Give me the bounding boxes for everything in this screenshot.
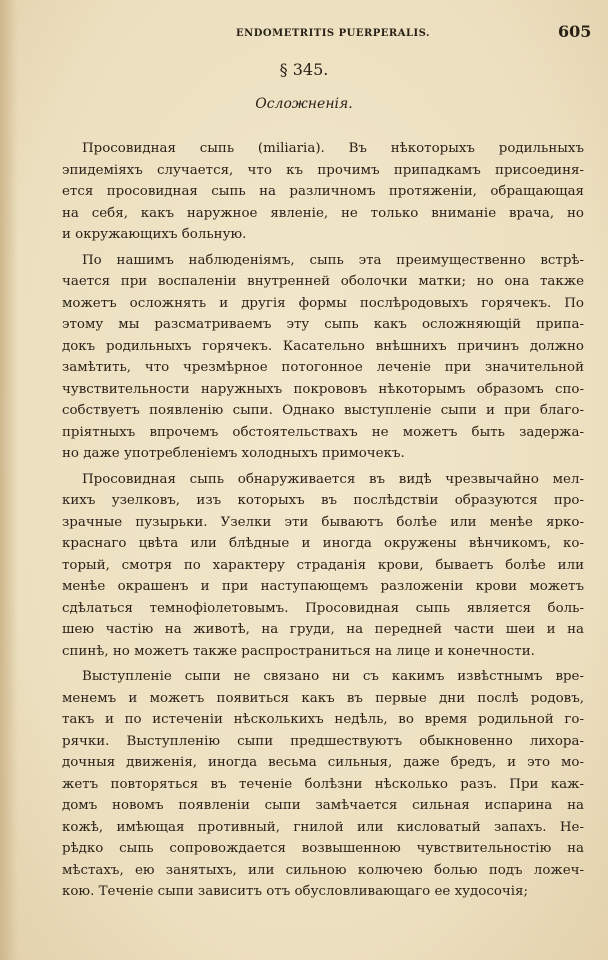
text-line: сдѣлаться темнофіолетовымъ. Просовидная сыпь является боль- bbox=[62, 600, 584, 616]
text-line: кожѣ, имѣющая противный, гнилой или кисловатый запахъ. Не- bbox=[62, 819, 584, 835]
text-line: менемъ и можетъ появиться какъ въ первые дни послѣ родовъ, bbox=[62, 690, 584, 706]
section-title: Осложненія. bbox=[255, 96, 353, 112]
text-line: зрачные пузырьки. Узелки эти бываютъ болѣе или менѣе ярко- bbox=[62, 514, 584, 530]
text-line: такъ и по истеченіи нѣсколькихъ недѣль, во время родильной го- bbox=[62, 712, 584, 727]
text-line: рѣдко сыпь сопровождается возвышенною чувствительностію на bbox=[62, 841, 584, 856]
text-line: жетъ повторяться въ теченіе болѣзни нѣсколько разъ. При каж- bbox=[62, 776, 584, 792]
text-line: чается при воспаленіи внутренней оболочки матки; но она также bbox=[62, 274, 584, 289]
text-line: домъ новомъ появленіи сыпи замѣчается сильная испарина на bbox=[62, 798, 584, 813]
text-line: кихъ узелковъ, изъ которыхъ въ послѣдствіи образуются про- bbox=[62, 493, 584, 508]
text-line: этому мы разсматриваемъ эту сыпь какъ осложняющій припа- bbox=[62, 317, 584, 332]
running-head: ENDOMETRITIS PUERPERALIS. bbox=[236, 28, 431, 39]
text-line: Просовидная сыпь (miliaria). Въ нѣкоторыхъ родильныхъ bbox=[82, 141, 584, 156]
page-number: 605 bbox=[558, 22, 592, 41]
text-line: торый, смотря по характеру страданія крови, бываетъ болѣе или bbox=[62, 557, 584, 573]
text-line: но даже употребленіемъ холодныхъ примочекъ. bbox=[62, 446, 405, 461]
section-number: § 345. bbox=[279, 60, 329, 79]
text-line: кою. Теченіе сыпи зависитъ отъ обусловливающаго ее худосочія; bbox=[62, 884, 528, 899]
text-line: докъ родильныхъ горячекъ. Касательно внѣшнихъ причинъ должно bbox=[62, 338, 584, 354]
text-line: ется просовидная сыпь на различномъ протяженіи, обращающая bbox=[62, 184, 584, 199]
paragraph bbox=[62, 138, 584, 246]
text-line: шею частію на животѣ, на груди, на передней части шеи и на bbox=[62, 622, 584, 637]
text-line: пріятныхъ впрочемъ обстоятельствахъ не можетъ быть задержа- bbox=[62, 424, 584, 440]
text-line: спинѣ, но можетъ также распространиться на лице и конечности. bbox=[62, 643, 535, 659]
text-line: краснаго цвѣта или блѣдные и иногда окружены вѣнчикомъ, ко- bbox=[62, 536, 584, 551]
text-line: эпидеміяхъ случается, что къ прочимъ припадкамъ присоединя- bbox=[62, 162, 584, 178]
text-line: собствуетъ появленію сыпи. Однако выступленіе сыпи и при благо- bbox=[62, 403, 584, 418]
text-line: мѣстахъ, ею занятыхъ, или сильною колючею болью подъ ложеч- bbox=[62, 862, 584, 878]
text-line: менѣе окрашенъ и при наступающемъ разложеніи крови можетъ bbox=[62, 579, 584, 594]
paragraph bbox=[62, 469, 584, 663]
text-line: на себя, какъ наружное явленіе, не только вниманіе врача, но bbox=[62, 205, 584, 221]
text-line: Выступленіе сыпи не связано ни съ какимъ извѣстнымъ вре- bbox=[82, 669, 584, 684]
text-line: замѣтить, что чрезмѣрное потогонное леченіе при значительной bbox=[62, 360, 584, 375]
text-line: и окружающихъ больную. bbox=[62, 227, 247, 242]
text-line: Просовидная сыпь обнаруживается въ видѣ чрезвычайно мел- bbox=[82, 471, 584, 487]
text-line: чувствительности наружныхъ покрововъ нѣкоторымъ образомъ спо- bbox=[62, 381, 584, 397]
body-text bbox=[62, 138, 584, 907]
text-line: можетъ осложнять и другія формы послѣродовыхъ горячекъ. По bbox=[62, 295, 584, 311]
text-line: рячки. Выступленію сыпи предшествуютъ обыкновенно лихорa- bbox=[62, 733, 584, 749]
text-line: дочныя движенія, иногда весьма сильныя, даже бредъ, и это мо- bbox=[62, 755, 584, 770]
text-line: По нашимъ наблюденіямъ, сыпь эта преимущественно встрѣ- bbox=[82, 252, 584, 268]
paragraph bbox=[62, 666, 584, 903]
paragraph bbox=[62, 250, 584, 465]
page-header bbox=[0, 22, 608, 44]
